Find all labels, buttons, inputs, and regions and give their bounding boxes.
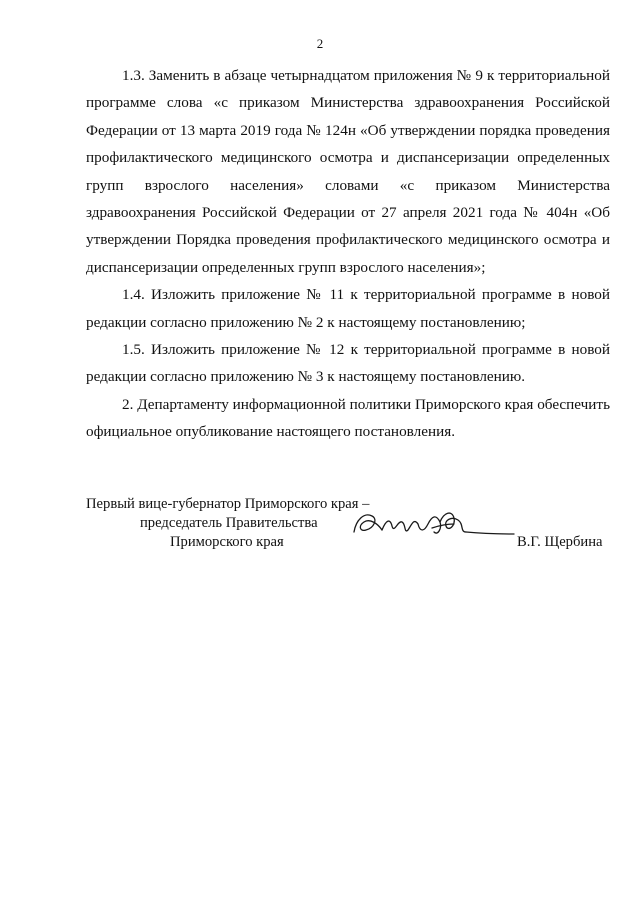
signature-block bbox=[86, 494, 616, 564]
paragraph-2: 2. Департаменту информационной политики Приморского края обеспечить официальное опубликование настоящего постановления. bbox=[86, 395, 610, 441]
signatory-position-line2: председатель Правительства bbox=[140, 515, 318, 531]
signatory-position-line3: Приморского края bbox=[170, 534, 284, 550]
paragraph-1-4: 1.4. Изложить приложение № 11 к территориальной программе в новой редакции согласно приложению № 2 к настоящему постановлению; bbox=[86, 286, 610, 331]
page-number: 2 bbox=[316, 36, 324, 51]
paragraph-1-5: 1.5. Изложить приложение № 12 к территориальной программе в новой редакции согласно приложению № 3 к настоящему постановлению. bbox=[86, 341, 610, 386]
handwritten-signature bbox=[348, 502, 518, 550]
document-body bbox=[86, 62, 610, 446]
signatory-position-line1: Первый вице-губернатор Приморского края – bbox=[86, 496, 370, 512]
signatory-name: В.Г. Щербина bbox=[517, 534, 603, 550]
paragraph-1-3: 1.3. Заменить в абзаце четырнадцатом приложения № 9 к территориальной программе слова «с приказом Министерства здравоохранения Российской Федерации от 13 марта 2019 года № 124н «Об утверждении порядка проведения профилактического медицинского осмотра и диспансеризации определенных групп взрослого населения» словами «с приказом Министерства здравоохранения Российской Федерации от 27 апреля 2021 года № 404н «Об утверждении Порядка проведения профилактического медицинского осмотра и диспансеризации определенных групп взрослого населения»; bbox=[86, 67, 610, 276]
